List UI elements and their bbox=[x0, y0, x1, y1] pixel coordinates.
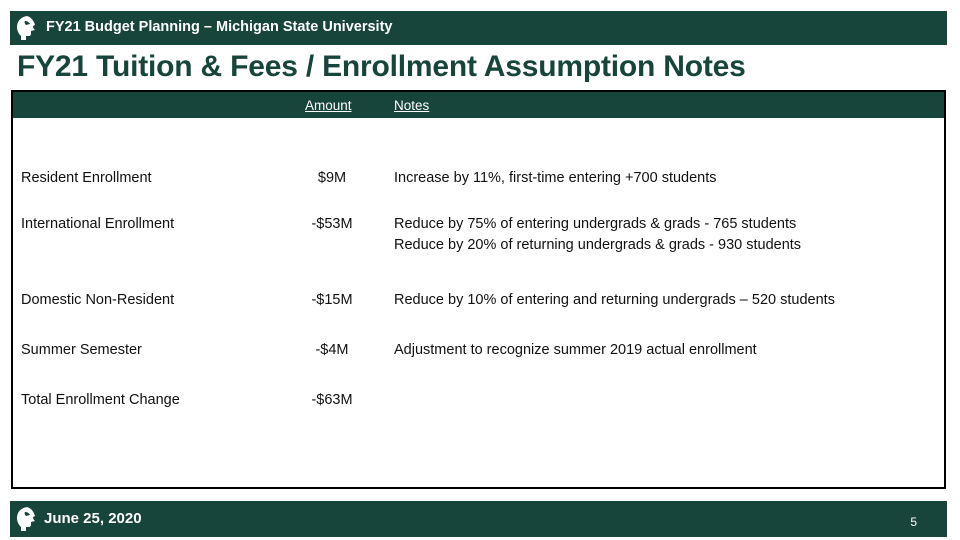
spartan-helmet-icon bbox=[14, 506, 38, 532]
column-header-notes: Notes bbox=[394, 98, 430, 113]
row-label-summer-semester: Summer Semester bbox=[21, 342, 142, 358]
row-amount-total-enrollment-change: -$63M bbox=[311, 392, 353, 408]
header-title: FY21 Budget Planning – Michigan State University bbox=[46, 19, 393, 35]
row-note-domestic-non-resident: Reduce by 10% of entering and returning undergrads – 520 students bbox=[394, 292, 835, 308]
row-note-summer-semester: Adjustment to recognize summer 2019 actual enrollment bbox=[394, 342, 757, 358]
row-amount-summer-semester: -$4M bbox=[315, 342, 349, 358]
row-note-resident-enrollment: Increase by 11%, first-time entering +700 students bbox=[394, 170, 717, 186]
footer-date: June 25, 2020 bbox=[44, 510, 142, 527]
row-amount-resident-enrollment: $9M bbox=[317, 170, 347, 186]
row-label-international-enrollment: International Enrollment bbox=[21, 216, 175, 232]
spartan-helmet-icon bbox=[14, 15, 38, 41]
row-note-international-entering: Reduce by 75% of entering undergrads & grads - 765 students bbox=[394, 216, 797, 232]
enrollment-table bbox=[11, 90, 946, 489]
row-label-domestic-non-resident: Domestic Non-Resident bbox=[21, 292, 175, 308]
column-header-amount: Amount bbox=[305, 98, 352, 113]
row-label-resident-enrollment: Resident Enrollment bbox=[21, 170, 152, 186]
row-note-international-returning: Reduce by 20% of returning undergrads & grads - 930 students bbox=[394, 237, 802, 253]
table-header bbox=[13, 92, 944, 118]
page-title: FY21 Tuition & Fees / Enrollment Assumption Notes bbox=[17, 50, 746, 83]
row-amount-domestic-non-resident: -$15M bbox=[311, 292, 353, 308]
row-amount-international-enrollment: -$53M bbox=[311, 216, 353, 232]
row-label-total-enrollment-change: Total Enrollment Change bbox=[21, 392, 180, 408]
header-bar bbox=[10, 11, 947, 45]
footer-bar bbox=[10, 501, 947, 537]
page-number: 5 bbox=[910, 515, 917, 529]
